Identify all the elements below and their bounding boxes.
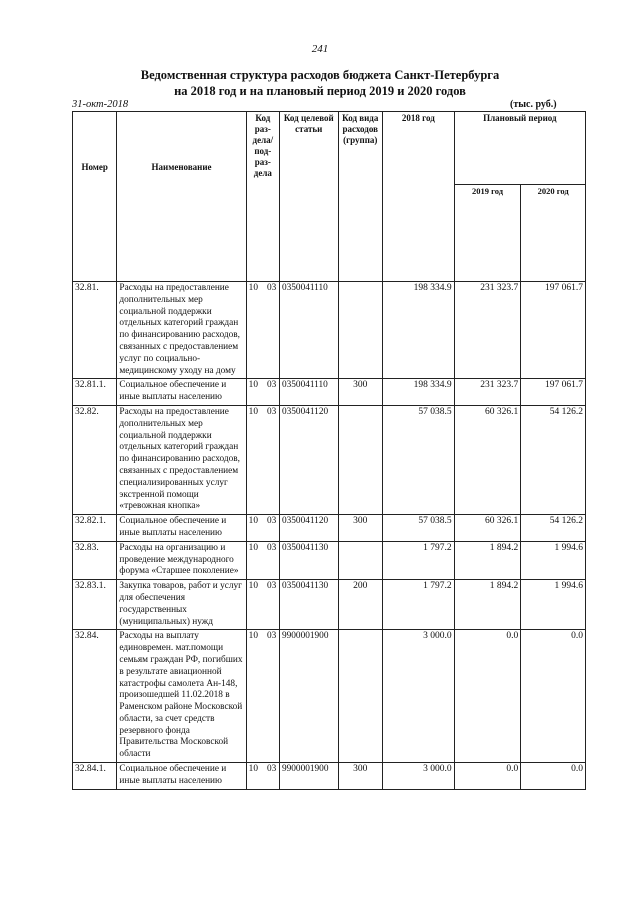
cell-razdel [246, 405, 279, 514]
cell-razdel [246, 541, 279, 579]
title-line-1: Ведомственная структура расходов бюджета Санкт-Петербурга [140, 68, 500, 82]
header-2020: 2020 год [521, 185, 586, 282]
header-razdel: Код раз- дела/ под- раз- дела [246, 112, 279, 282]
razdel-code: 10 [248, 581, 258, 592]
cell-2020: 197 061.7 [521, 379, 586, 406]
table-row [73, 515, 586, 542]
cell-number: 32.82. [73, 405, 117, 514]
table-row [73, 763, 586, 790]
cell-vid: 300 [338, 515, 382, 542]
cell-2018: 3 000.0 [382, 763, 454, 790]
header-plan: Плановый период [454, 112, 585, 185]
document-title [0, 67, 640, 99]
cell-vid [338, 282, 382, 379]
razdel-code: 10 [248, 516, 258, 527]
cell-razdel [246, 379, 279, 406]
header-2018: 2018 год [382, 112, 454, 282]
cell-name: Расходы на предоставление дополнительных мер социальной поддержки отдельных категорий граждан по финансированию расходов, связанных с предоставлением услуг по социально-медицинскому уходу на дому [117, 282, 246, 379]
table-body [73, 282, 586, 790]
page-number: 241 [311, 43, 329, 55]
cell-vid [338, 405, 382, 514]
cell-number: 32.82.1. [73, 515, 117, 542]
cell-number: 32.81.1. [73, 379, 117, 406]
cell-name: Расходы на выплату единовремен. мат.помощи семьям граждан РФ, погибших в результате авиационной катастрофы самолета Ан-148, произошедшей 11.02.2018 в Раменском районе Московской области, за счет средств резервного фонда Правительства Московской области [117, 630, 246, 763]
cell-2018: 57 038.5 [382, 515, 454, 542]
razdel-code: 10 [248, 542, 258, 553]
units-label: (тыс. руб.) [510, 99, 557, 110]
header-2019: 2019 год [454, 185, 521, 282]
cell-number: 32.84.1. [73, 763, 117, 790]
cell-target: 0350041110 [279, 282, 338, 379]
title-line-2: на 2018 год и на плановый период 2019 и 2020 годов [174, 84, 466, 98]
cell-2020: 197 061.7 [521, 282, 586, 379]
podrazdel-code: 03 [266, 516, 277, 527]
cell-target: 0350041130 [279, 541, 338, 579]
cell-target: 0350041130 [279, 580, 338, 630]
cell-2019: 231 323.7 [454, 282, 521, 379]
cell-target: 0350041110 [279, 379, 338, 406]
cell-razdel [246, 515, 279, 542]
cell-target: 0350041120 [279, 515, 338, 542]
table-row [73, 541, 586, 579]
cell-name: Расходы на предоставление дополнительных мер социальной поддержки отдельных категорий граждан по финансированию расходов, связанных с предоставлением специализированных услуг экстренной помощи «тревожная кнопка» [117, 405, 246, 514]
cell-razdel [246, 763, 279, 790]
cell-2019: 0.0 [454, 630, 521, 763]
cell-2018: 57 038.5 [382, 405, 454, 514]
cell-2020: 54 126.2 [521, 405, 586, 514]
cell-name: Социальное обеспечение и иные выплаты населению [117, 379, 246, 406]
cell-2020: 1 994.6 [521, 541, 586, 579]
cell-number: 32.83. [73, 541, 117, 579]
table-row [73, 282, 586, 379]
expenditure-table [72, 111, 586, 790]
header-name: Наименование [117, 112, 246, 282]
podrazdel-code: 03 [266, 764, 277, 775]
podrazdel-code: 03 [266, 283, 277, 293]
cell-number: 32.83.1. [73, 580, 117, 630]
cell-number: 32.84. [73, 630, 117, 763]
cell-2018: 3 000.0 [382, 630, 454, 763]
table-row [73, 379, 586, 406]
cell-razdel [246, 282, 279, 379]
cell-vid: 200 [338, 580, 382, 630]
podrazdel-code: 03 [266, 406, 277, 417]
cell-number: 32.81. [73, 282, 117, 379]
cell-target: 9900001900 [279, 763, 338, 790]
cell-2018: 198 334.9 [382, 379, 454, 406]
cell-2020: 0.0 [521, 763, 586, 790]
cell-2019: 1 894.2 [454, 541, 521, 579]
cell-2019: 60 326.1 [454, 515, 521, 542]
cell-2020: 1 994.6 [521, 580, 586, 630]
cell-target: 9900001900 [279, 630, 338, 763]
cell-2019: 1 894.2 [454, 580, 521, 630]
razdel-code: 10 [248, 406, 258, 417]
cell-name: Расходы на организацию и проведение международного форума «Старшее поколение» [117, 541, 246, 579]
cell-2018: 198 334.9 [382, 282, 454, 379]
cell-2020: 54 126.2 [521, 515, 586, 542]
cell-vid: 300 [338, 763, 382, 790]
header-target: Код целевой статьи [279, 112, 338, 282]
podrazdel-code: 03 [266, 631, 277, 642]
header-vid: Код вида расходов (группа) [338, 112, 382, 282]
cell-target: 0350041120 [279, 405, 338, 514]
razdel-code: 10 [248, 283, 258, 293]
razdel-code: 10 [248, 631, 258, 642]
cell-razdel [246, 580, 279, 630]
podrazdel-code: 03 [266, 542, 277, 553]
cell-2020: 0.0 [521, 630, 586, 763]
podrazdel-code: 03 [266, 581, 277, 592]
cell-2019: 231 323.7 [454, 379, 521, 406]
table-row [73, 580, 586, 630]
table-row [73, 630, 586, 763]
header-number: Номер [73, 112, 117, 282]
cell-name: Социальное обеспечение и иные выплаты населению [117, 515, 246, 542]
cell-vid [338, 630, 382, 763]
cell-vid: 300 [338, 379, 382, 406]
razdel-code: 10 [248, 764, 258, 775]
cell-razdel [246, 630, 279, 763]
table-row [73, 405, 586, 514]
cell-name: Закупка товаров, работ и услуг для обеспечения государственных (муниципальных) нужд [117, 580, 246, 630]
document-date: 31-окт-2018 [72, 99, 129, 110]
razdel-code: 10 [248, 380, 258, 391]
cell-2018: 1 797.2 [382, 541, 454, 579]
cell-vid [338, 541, 382, 579]
cell-2018: 1 797.2 [382, 580, 454, 630]
cell-2019: 60 326.1 [454, 405, 521, 514]
cell-2019: 0.0 [454, 763, 521, 790]
podrazdel-code: 03 [266, 380, 277, 391]
cell-name: Социальное обеспечение и иные выплаты населению [117, 763, 246, 790]
